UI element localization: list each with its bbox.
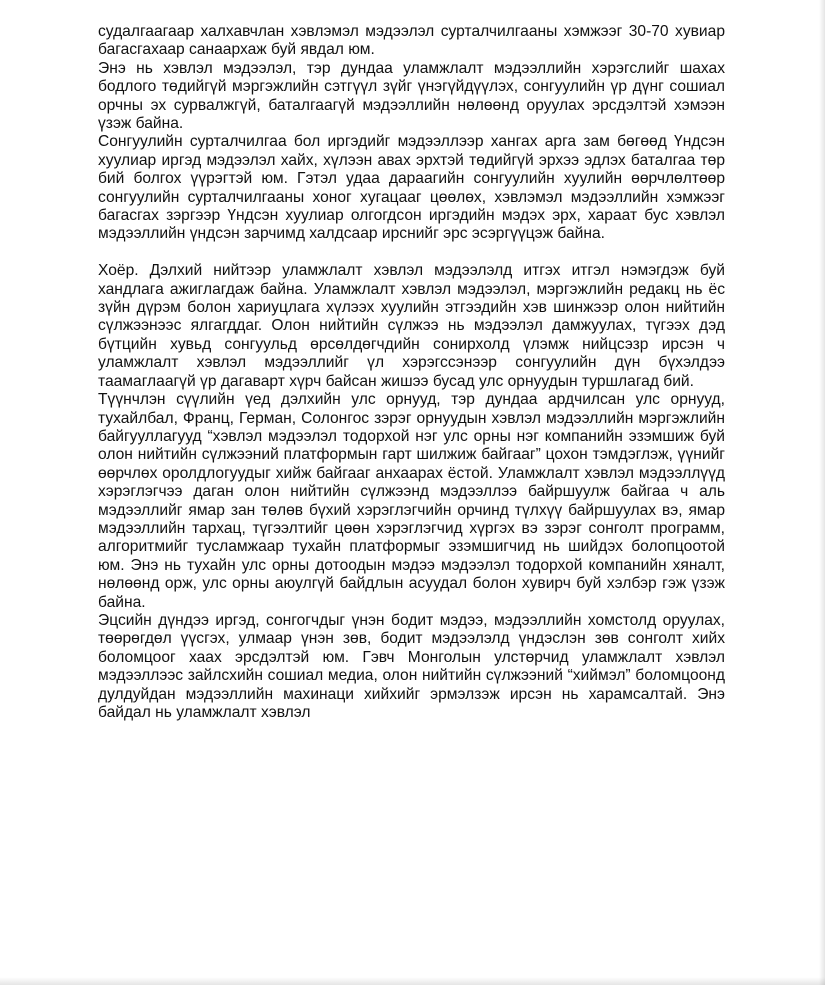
- paragraph-2: Энэ нь хэвлэл мэдээлэл, тэр дундаа уламжлалт мэдээллийн хэрэгслийг шахах бодлого төдийгүй мэргэжлийн сэтгүүл зүйг үнэгүйдүүлэх, сонгуулийн үр дүнг сошиал орчны эх сурвалжгүй, баталгаагүй мэдээллийн нөлөөнд оруулах эрсдэлтэй хэмээн үзэж байна.: [98, 59, 725, 133]
- paragraph-5: Түүнчлэн сүүлийн үед дэлхийн улс орнууд, тэр дундаа ардчилсан улс орнууд, тухайлбал, Франц, Герман, Солонгос зэрэг орнуудын хэвлэл мэдээллийн мэргэжлийн байгууллагууд “хэвлэл мэдээлэл тодорхой нэг улс орны нэг компанийн эзэмшиж буй олон нийтийн сүлжээний платформын гарт шилжиж байгааг” цохон тэмдэглэж, үүнийг өөрчлөх оролдлогуудыг хийж байгааг анхаарах ёстой. Уламжлалт хэвлэл мэдээллүүд хэрэглэгчээ даган олон нийтийн сүлжээнд мэдээллээ байршуулж байгаа ч аль мэдээллийг ямар зан төлөв бүхий хэрэглэгчийн орчинд түлхүү байршуулах вэ, ямар мэдээллийн тархац, түгээлтийг цөөн хэрэглэгчид хүргэх вэ зэрэг сонголт программ, алгоритмийг тусламжаар тухайн платформыг эзэмшигчид нь шийдэх болопцоотой юм. Энэ нь тухайн улс орны дотоодын мэдээ мэдээлэл тодорхой компанийн хяналт, нөлөөнд орж, улс орны аюулгүй байдлын асуудал болон хувирч буй хэлбэр гэж үзэж байна.: [98, 391, 725, 611]
- paragraph-1: судалгаагаар халхавчлан хэвлэмэл мэдээлэл сурталчилгааны хэмжээг 30-70 хувиар багасгахаар санаархаж буй явдал юм.: [98, 23, 725, 59]
- page-edge-shadow: [819, 0, 825, 985]
- paragraph-6: Эцсийн дүндээ иргэд, сонгогчдыг үнэн бодит мэдээ, мэдээллийн хомстолд оруулах, төөрөгдөл үүсгэх, улмаар үнэн зөв, бодит мэдээлэлд үндэслэн зөв сонголт хийх боломцоог хаах эрсдэлтэй юм. Гэвч Монголын улстөрчид уламжлалт хэвлэл мэдээллээс зайлсхийн сошиал медиа, олон нийтийн сүлжээний “хиймэл” боломцоонд дулдуйдан мэдээллийн махинаци хийхийг эрмэлзэж ирсэн нь харамсалтай. Энэ байдал нь уламжлалт хэвлэл: [98, 611, 725, 722]
- paragraph-4: Хоёр. Дэлхий нийтээр уламжлалт хэвлэл мэдээлэлд итгэх итгэл нэмэгдэж буй хандлага ажиглагдаж байна. Уламжлалт хэвлэл мэдээлэл, мэргэжлийн редакц нь ёс зүйн дүрэм болон хариуцлага хүлээх хуулийн этгээдийн хэв шинжээр олон нийтийн сүлжээнээс ялгагддаг. Олон нийтийн сүлжээ нь мэдээлэл дамжуулах, түгээх дэд бүтцийн хувьд сонгуульд өрсөлдөгчдийн сонирхолд үлэмж нийцсэзр ирсэн ч уламжлалт хэвлэл мэдээллийг үл хэрэгссэнээр сонгуулийн дүн бүхэлдээ таамаглаагүй үр дагаварт хүрч байсан жишээ бусад улс орнуудын туршлагад бий.: [98, 262, 725, 390]
- page-bottom-shadow: [0, 977, 825, 985]
- paragraph-spacer: [98, 244, 725, 262]
- paragraph-3: Сонгуулийн сурталчилгаа бол иргэдийг мэдээллээр хангах арга зам бөгөөд Үндсэн хуулиар иргэд мэдээлэл хайх, хүлээн авах эрхтэй төдийгүй эрхээ эдлэх баталгаа төр бий болгох үүрэгтэй юм. Гэтэл удаа дараагийн сонгуулийн хуулийн өөрчлөлтөөр сонгуулийн сурталчилгааны хоног хугацааг цөөлөх, хэвлэмэл мэдээллийн хэмжээг багасгах зэргээр Үндсэн хуулиар олгогдсон иргэдийн мэдэх эрх, хараат бус хэвлэл мэдээллийн үндсэн зарчимд халдсаар ирснийг эрс эсэргүүцэж байна.: [98, 133, 725, 243]
- document-body: [98, 23, 725, 722]
